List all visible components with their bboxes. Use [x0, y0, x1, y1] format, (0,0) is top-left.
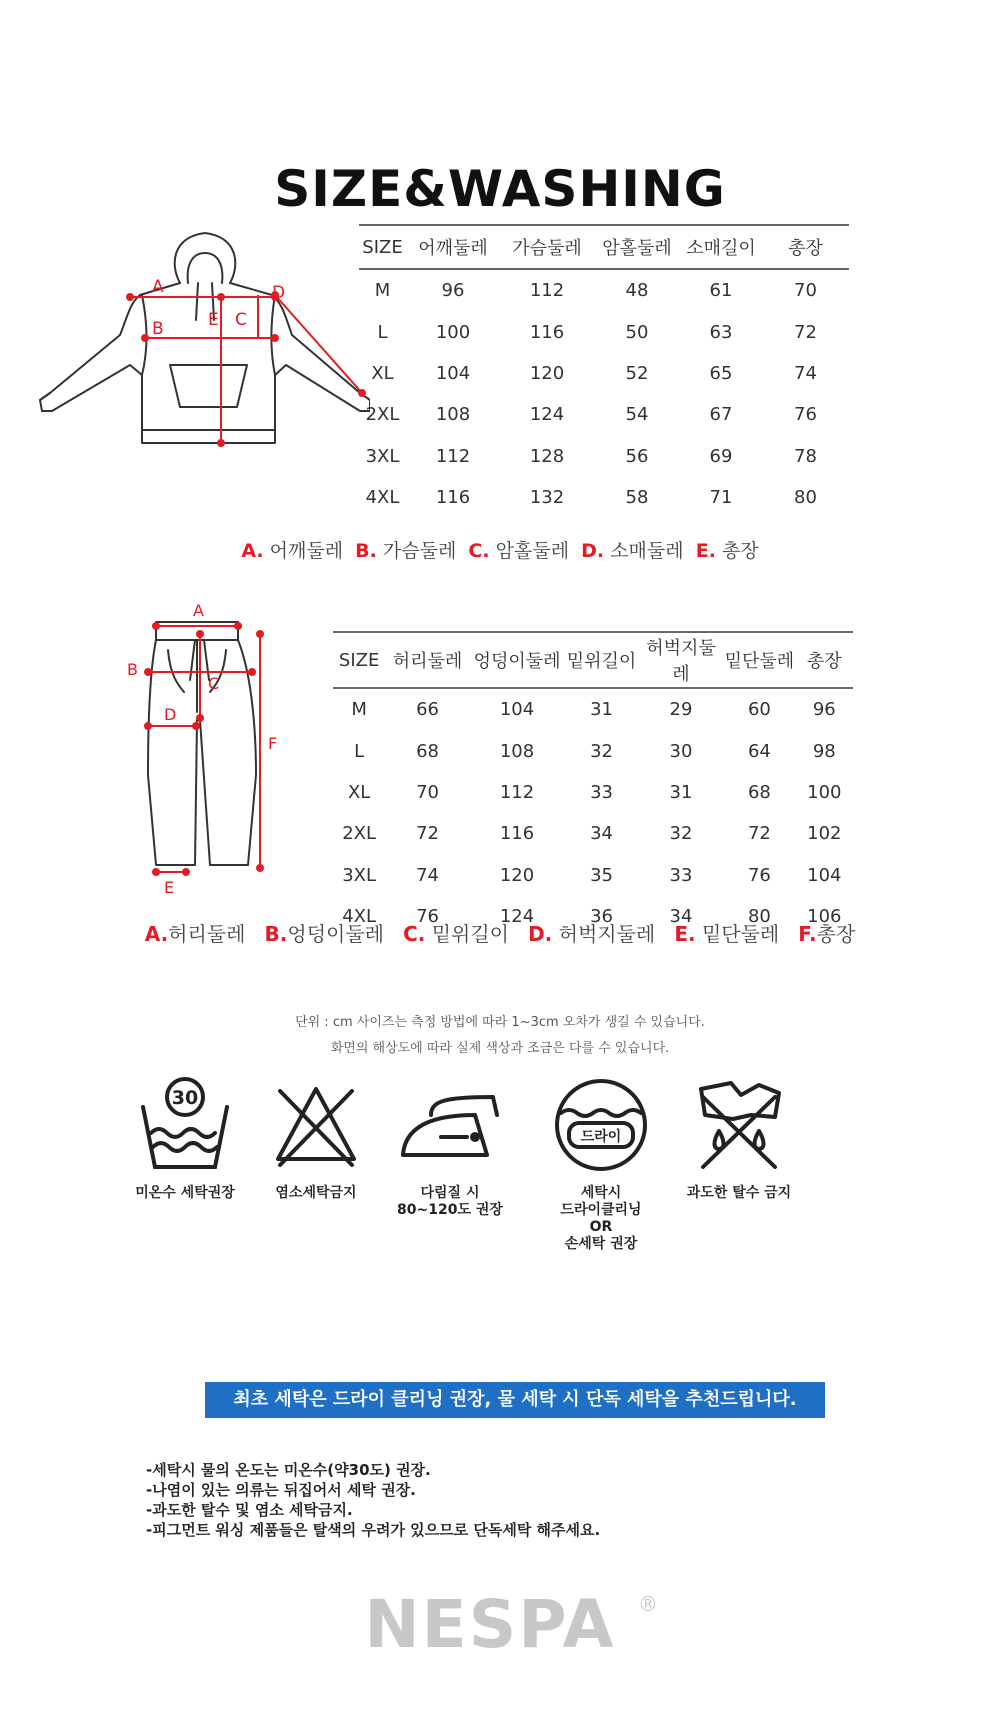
col-header: 소매길이: [680, 225, 762, 269]
table-cell: 29: [669, 699, 693, 721]
hoodie-label-b: B: [152, 319, 164, 339]
table-cell: 32: [669, 823, 693, 845]
table-cell: M: [351, 699, 367, 721]
pants-label-f: F: [268, 734, 278, 753]
wash-item: [659, 1075, 819, 1202]
legend-key: B.: [264, 922, 288, 946]
legend-key: B.: [355, 540, 377, 562]
table-cell: 76: [747, 864, 771, 886]
legend-key: C.: [403, 922, 426, 946]
pants-label-a: A: [193, 601, 204, 620]
legend-key: D.: [581, 540, 605, 562]
table-cell: 2XL: [342, 823, 377, 845]
table-cell: 78: [794, 445, 817, 467]
table-cell: 100: [807, 781, 842, 803]
col-header: 허리둘레: [385, 632, 469, 688]
table-cell: 60: [747, 699, 771, 721]
wash-label: 손세탁 권장: [564, 1236, 638, 1252]
iron-icon: [395, 1075, 505, 1175]
table-row: [359, 269, 849, 311]
pants-diagram: [120, 600, 290, 900]
table-cell: 63: [709, 321, 733, 343]
table-cell: 112: [435, 445, 471, 467]
table-cell: 106: [807, 906, 842, 928]
table-cell: 69: [709, 445, 733, 467]
table-cell: 48: [625, 280, 649, 302]
table-cell: 66: [416, 699, 439, 721]
hoodie-label-c: C: [235, 310, 247, 330]
legend-text: 암홀둘레: [495, 540, 570, 562]
table-cell: 3XL: [342, 864, 377, 886]
bottom-legend: [0, 918, 1000, 947]
legend-key: C.: [468, 540, 490, 562]
table-cell: 64: [747, 740, 771, 762]
table-cell: 65: [709, 362, 733, 384]
table-cell: 70: [416, 781, 439, 803]
wash-label: 염소세탁금지: [275, 1185, 357, 1201]
legend-text: 허리둘레: [168, 922, 246, 946]
table-cell: 58: [625, 487, 649, 509]
col-header: 허벅지둘레: [639, 632, 723, 688]
col-header: 어깨둘레: [406, 225, 500, 269]
table-cell: 112: [529, 280, 565, 302]
table-cell: 33: [669, 864, 693, 886]
table-cell: 112: [499, 781, 535, 803]
legend-text: 가슴둘레: [382, 540, 457, 562]
table-cell: 104: [499, 699, 535, 721]
legend-key: E.: [674, 922, 696, 946]
table-cell: XL: [347, 781, 371, 803]
hoodie-label-d: D: [272, 283, 286, 303]
legend-text: 어깨둘레: [269, 540, 344, 562]
table-cell: 34: [590, 823, 613, 845]
wash-label: 과도한 탈수 금지: [686, 1185, 792, 1201]
pants-label-e: E: [164, 878, 175, 897]
measurement-notice: [0, 1010, 1000, 1062]
legend-text: 총장: [721, 540, 759, 562]
table-cell: 54: [625, 404, 649, 426]
table-header-row: [359, 225, 849, 269]
table-cell: 72: [794, 321, 817, 343]
legend-key: A.: [144, 922, 169, 946]
table-cell: 35: [590, 864, 613, 886]
pants-label-d: D: [164, 705, 177, 724]
legend-text: 엉덩이둘레: [287, 922, 384, 946]
legend-key: D.: [528, 922, 553, 946]
pants-label-c: C: [208, 674, 220, 693]
col-header: 총장: [796, 632, 853, 688]
legend-key: F.: [798, 922, 817, 946]
table-cell: 61: [709, 280, 733, 302]
table-cell: XL: [371, 362, 394, 384]
wash-label: 80~120도 권장: [397, 1202, 503, 1218]
hoodie-label-e: E: [208, 310, 219, 330]
table-cell: 80: [794, 487, 817, 509]
legend-text: 밑단둘레: [701, 922, 780, 946]
table-cell: 96: [812, 699, 836, 721]
bottom-size-table: [333, 631, 853, 937]
legend-text: 소매둘레: [610, 540, 684, 562]
table-cell: 71: [709, 487, 733, 509]
wash-30-icon: [135, 1075, 235, 1175]
col-header: 엉덩이둘레: [470, 632, 565, 688]
legend-text: 총장: [816, 922, 856, 946]
wash-label: 다림질 시: [420, 1185, 480, 1201]
table-cell: 96: [441, 280, 465, 302]
table-cell: 4XL: [342, 906, 377, 928]
table-cell: 104: [435, 362, 471, 384]
table-cell: L: [354, 740, 365, 762]
table-row: [359, 311, 849, 352]
table-cell: 100: [435, 321, 471, 343]
col-header: SIZE: [333, 632, 385, 688]
wash-tips: [146, 1460, 600, 1540]
table-cell: 50: [625, 321, 649, 343]
table-cell: 104: [807, 864, 842, 886]
table-cell: 74: [794, 362, 817, 384]
table-row: [333, 772, 853, 813]
wash-label: 세탁시: [580, 1185, 622, 1201]
legend-key: A.: [241, 540, 264, 562]
top-size-table: [359, 224, 849, 518]
wash-item: [370, 1075, 530, 1219]
legend-text: 허벅지둘레: [558, 922, 656, 946]
table-row: [333, 688, 853, 730]
table-cell: 108: [499, 740, 535, 762]
table-cell: 128: [529, 445, 565, 467]
table-cell: 56: [625, 445, 649, 467]
brand-logo-mark: [340, 1585, 660, 1665]
table-cell: 2XL: [365, 404, 400, 426]
hoodie-diagram: [30, 225, 370, 460]
table-cell: 70: [794, 280, 817, 302]
wash-banner: 최초 세탁은 드라이 클리닝 권장, 물 세탁 시 단독 세탁을 추천드립니다.: [205, 1382, 825, 1418]
table-cell: 33: [590, 781, 613, 803]
col-header: 암홀둘레: [594, 225, 680, 269]
dry-clean-badge: 드라이: [580, 1129, 622, 1145]
table-cell: 120: [499, 864, 535, 886]
table-header-row: [333, 632, 853, 688]
col-header: SIZE: [359, 225, 406, 269]
table-row: [359, 436, 849, 477]
table-cell: 52: [625, 362, 649, 384]
brand-registered-mark: ®: [638, 1592, 658, 1616]
table-cell: 74: [416, 864, 439, 886]
tip-line: -과도한 탈수 및 염소 세탁금지.: [146, 1501, 353, 1519]
table-row: [333, 730, 853, 771]
table-cell: 68: [747, 781, 771, 803]
table-cell: 108: [435, 404, 471, 426]
table-cell: 116: [499, 823, 535, 845]
top-legend: [0, 536, 1000, 563]
table-cell: 124: [499, 906, 535, 928]
dry-clean-icon: [551, 1075, 651, 1175]
table-cell: 31: [669, 781, 693, 803]
wash-temp-badge: 30: [171, 1087, 199, 1109]
table-row: [333, 813, 853, 854]
table-row: [359, 353, 849, 394]
table-cell: 31: [590, 699, 613, 721]
col-header: 총장: [762, 225, 849, 269]
tip-line: -나염이 있는 의류는 뒤집어서 세탁 권장.: [146, 1481, 416, 1499]
table-cell: 120: [529, 362, 565, 384]
table-cell: 116: [435, 487, 471, 509]
table-cell: 72: [416, 823, 439, 845]
table-cell: 30: [669, 740, 693, 762]
table-cell: 3XL: [365, 445, 400, 467]
legend-text: 밑위길이: [431, 922, 509, 946]
tip-line: -세탁시 물의 온도는 미온수(약30도) 권장.: [146, 1461, 431, 1479]
table-cell: 4XL: [365, 487, 400, 509]
table-cell: L: [377, 321, 388, 343]
table-row: [359, 394, 849, 435]
brand-logo: [0, 1585, 1000, 1669]
table-cell: 132: [529, 487, 565, 509]
legend-key: E.: [695, 540, 716, 562]
wash-label: 미온수 세탁권장: [135, 1185, 235, 1201]
tip-line: -피그먼트 워싱 제품들은 탈색의 우려가 있으므로 단독세탁 해주세요.: [146, 1521, 601, 1539]
table-row: [333, 855, 853, 896]
notice-line: 단위 : cm 사이즈는 측정 방법에 따라 1~3cm 오차가 생길 수 있습니다.: [295, 1015, 705, 1030]
notice-line: 화면의 해상도에 따라 실제 색상과 조금은 다를 수 있습니다.: [330, 1041, 670, 1056]
table-cell: 102: [807, 823, 842, 845]
wash-item: [521, 1075, 681, 1253]
table-cell: 72: [747, 823, 771, 845]
table-cell: 76: [794, 404, 817, 426]
table-row: [359, 477, 849, 518]
table-cell: 67: [709, 404, 733, 426]
table-cell: M: [374, 280, 391, 302]
page-title: SIZE&WASHING: [274, 160, 726, 218]
table-cell: 36: [590, 906, 613, 928]
table-cell: 116: [529, 321, 565, 343]
table-cell: 34: [669, 906, 693, 928]
table-cell: 80: [747, 906, 771, 928]
col-header: 밑위길이: [564, 632, 638, 688]
wash-label: OR: [589, 1219, 613, 1235]
brand-name: NESPA: [364, 1586, 616, 1663]
table-cell: 76: [416, 906, 439, 928]
hoodie-label-a: A: [152, 277, 164, 297]
pants-label-b: B: [127, 660, 138, 679]
table-cell: 68: [416, 740, 439, 762]
table-cell: 124: [529, 404, 565, 426]
table-cell: 32: [590, 740, 613, 762]
no-wring-icon: [689, 1075, 789, 1175]
table-cell: 98: [812, 740, 836, 762]
col-header: 가슴둘레: [500, 225, 594, 269]
no-bleach-icon: [266, 1075, 366, 1175]
col-header: 밑단둘레: [723, 632, 795, 688]
wash-label: 드라이클리닝: [560, 1202, 642, 1218]
